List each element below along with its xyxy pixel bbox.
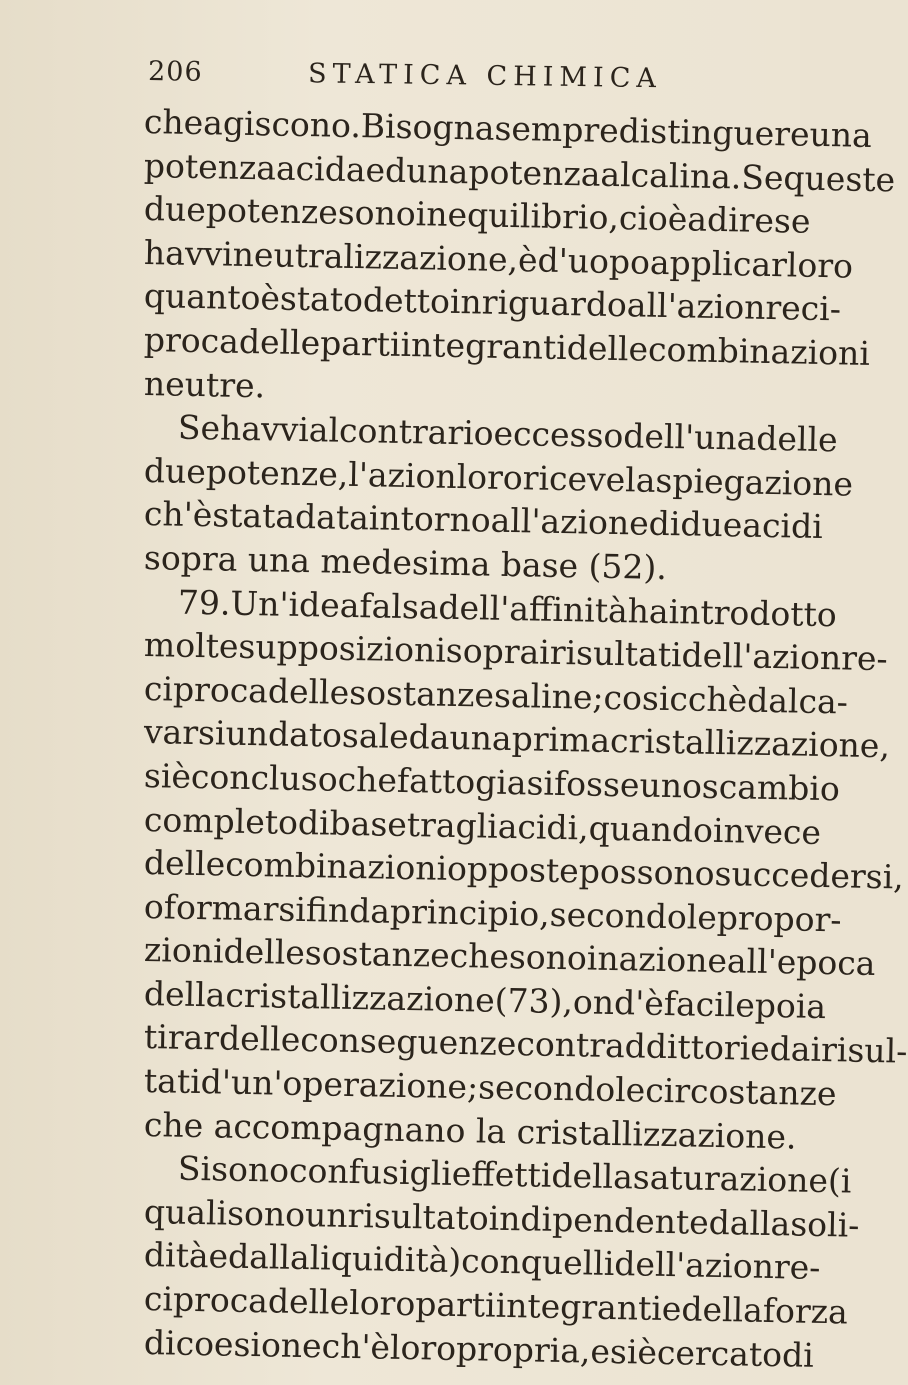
word: l'azion [347, 454, 458, 496]
word: (73), [494, 980, 574, 1022]
word: di [297, 802, 331, 843]
word: un [225, 713, 269, 754]
word: loro [786, 245, 854, 286]
word: detto [362, 280, 451, 322]
word: due [143, 189, 207, 230]
word: loro [456, 456, 524, 498]
word: dalla [708, 1202, 791, 1244]
word: cristallizzazione, [609, 721, 891, 766]
word: Se [177, 407, 221, 448]
word: cristallizzazione [225, 975, 496, 1020]
word: dai [769, 1029, 822, 1070]
word: Se [741, 157, 784, 197]
word: delle [223, 931, 306, 973]
word: sono [337, 192, 417, 234]
word: risultati [549, 632, 682, 675]
word: acidi, [497, 806, 590, 848]
word: le [614, 1070, 646, 1110]
word: combinazioni [647, 329, 871, 373]
word: si [609, 1331, 638, 1372]
word: forza [762, 1290, 849, 1332]
word: ha [627, 590, 670, 631]
word: la [624, 459, 656, 500]
word: molte [143, 625, 239, 666]
word: prima [511, 719, 611, 761]
word: introdotto [668, 591, 838, 634]
page-number: 206 [147, 56, 203, 88]
word: sopra [445, 630, 540, 672]
word: propria, [455, 1328, 591, 1371]
word: della [681, 1289, 764, 1330]
word: risultato [347, 1195, 490, 1238]
word: quando [588, 808, 714, 850]
word: facile [663, 983, 756, 1025]
word: agiscono. [202, 103, 362, 146]
word: potenze, [205, 451, 349, 494]
word: succedersi, [714, 854, 905, 897]
word: Bisogna [360, 106, 495, 148]
word: sono [226, 1193, 306, 1234]
word: quelli [520, 1242, 615, 1284]
word: havvi [219, 408, 310, 450]
word: data [294, 497, 370, 538]
word: dell'affinità [438, 587, 629, 630]
word: delle [566, 328, 649, 369]
word: effetti [451, 1154, 552, 1196]
word: si [526, 763, 555, 803]
text-line: neutre. [143, 363, 266, 405]
word: ond'è [572, 982, 665, 1023]
word: una [809, 114, 873, 155]
word: delle [267, 671, 350, 712]
word: delle [218, 1018, 301, 1060]
word: parti [414, 1284, 497, 1325]
word: potenza [143, 145, 277, 188]
word: all'azion [626, 285, 766, 328]
word: azione [618, 939, 728, 981]
word: indipendente [488, 1198, 710, 1242]
word: in [712, 810, 746, 851]
word: applicar [649, 242, 788, 285]
word: potenze [205, 190, 339, 232]
word: cosicchè [603, 677, 748, 720]
word: soli- [789, 1204, 860, 1245]
word: a [686, 199, 708, 239]
word: stata [211, 495, 296, 537]
word: gia [474, 762, 527, 803]
word: in [449, 282, 483, 322]
word: falsa [359, 585, 439, 627]
word: neutralizzazione, [232, 234, 519, 279]
word: gli [455, 805, 499, 846]
word: base [329, 803, 408, 844]
word: (i [827, 1161, 852, 1201]
word: ciproca [143, 668, 269, 711]
word: dell'una [622, 416, 757, 458]
word: parti [319, 323, 401, 364]
word: tirar [143, 1017, 220, 1058]
word: integranti [495, 1285, 663, 1328]
word: havvi [143, 232, 234, 274]
word: sostanze [348, 672, 495, 715]
word: queste [783, 157, 896, 200]
word: una [405, 150, 469, 191]
word: e [208, 1236, 229, 1277]
word: d'un' [200, 1062, 283, 1103]
word: sale [341, 716, 410, 757]
word: che [449, 936, 510, 977]
word: una [449, 718, 513, 759]
word: fin [305, 889, 350, 930]
word: saturazione [632, 1157, 829, 1201]
word: secondo [549, 894, 688, 937]
word: sostanze [304, 933, 451, 976]
word: due [680, 504, 743, 545]
word: completo [143, 799, 299, 842]
word: dire [706, 200, 775, 241]
word: stato [279, 278, 364, 320]
word: cercato [656, 1332, 783, 1374]
word: dato [267, 714, 343, 756]
word: è [517, 239, 539, 280]
word: reci- [765, 288, 842, 329]
word: le [686, 897, 718, 937]
word: combinazioni [224, 844, 448, 888]
word: distinguere [618, 111, 810, 154]
word: delle [267, 1281, 350, 1322]
word: conseguenze [299, 1020, 517, 1064]
running-title: STATICA CHIMICA [307, 58, 663, 95]
word: circostanze [644, 1070, 837, 1114]
word: è [260, 278, 281, 318]
word: ch'è [143, 494, 213, 535]
word: delle [755, 418, 839, 460]
word: all'azione [490, 501, 650, 544]
word: loro [348, 1282, 416, 1324]
word: vece [744, 811, 822, 852]
word: proca [143, 319, 240, 361]
word: concluso [190, 756, 339, 799]
word: zioni [143, 930, 224, 971]
word: o [143, 886, 165, 927]
word: potenza [468, 151, 601, 194]
word: dal [746, 680, 799, 721]
word: supposizioni [238, 626, 447, 670]
word: delle [238, 321, 321, 363]
word: coesione [175, 1323, 323, 1366]
word: formarsi [163, 887, 307, 929]
word: liquidità) [309, 1238, 462, 1281]
word: confusi [288, 1151, 411, 1193]
word: che [337, 759, 398, 800]
word: spiegazione [655, 460, 854, 504]
word: fatto [396, 760, 476, 802]
word: e [590, 1331, 611, 1371]
word: all'epoca [726, 941, 876, 984]
word: uno [639, 765, 703, 806]
text-line: sopra una medesima base (52). [143, 537, 668, 587]
word: dell'azion [681, 635, 842, 678]
word: dità [143, 1235, 209, 1276]
word: acida [275, 148, 366, 189]
word: due [143, 450, 207, 491]
word: ch'è [321, 1326, 391, 1367]
word: e [661, 1288, 682, 1329]
word: scambio [701, 766, 841, 809]
word: in [415, 194, 448, 235]
word: saline; [493, 675, 605, 717]
word: tati [143, 1061, 202, 1102]
word: sono [508, 937, 588, 978]
word: fosse [553, 763, 640, 805]
word: ciproca [143, 1279, 269, 1321]
word: propor- [716, 897, 842, 940]
word: riguardo [481, 282, 628, 325]
word: è [637, 1332, 658, 1372]
word: risul- [820, 1030, 908, 1072]
word: se [773, 201, 811, 241]
word: varsi [143, 712, 226, 753]
word: al [308, 410, 340, 450]
word: che [143, 102, 204, 143]
word: delle [143, 843, 226, 884]
word: integranti [400, 324, 568, 368]
word: con [460, 1241, 522, 1282]
word: cioè [618, 198, 688, 239]
word: gli [409, 1153, 453, 1194]
word: della [551, 1156, 634, 1197]
word: equilibrio, [447, 195, 620, 238]
word: contrario [338, 410, 494, 453]
word: è [171, 756, 192, 796]
body-text [143, 100, 908, 1375]
word: si [143, 755, 172, 796]
word: Un'idea [230, 583, 360, 625]
word: alcalina. [600, 154, 742, 197]
word: acidi [741, 505, 824, 547]
word: opposte [446, 848, 580, 891]
word: principio, [389, 891, 551, 934]
word: della [143, 973, 226, 1015]
word: quanto [143, 276, 261, 318]
word: d'uopo [537, 240, 651, 282]
word: un [304, 1194, 348, 1235]
word: di [648, 504, 681, 544]
word: secondo [477, 1067, 616, 1110]
word: intorno [368, 498, 492, 540]
word: i [538, 632, 551, 672]
word: a [805, 986, 827, 1026]
word: dell'azion [614, 1244, 775, 1287]
word: 79. [177, 582, 231, 623]
word: ca- [798, 681, 849, 722]
word: possono [578, 851, 716, 894]
word: in [586, 938, 620, 979]
word: re- [773, 1247, 821, 1288]
word: sempre [494, 108, 620, 151]
word: loro [389, 1327, 457, 1368]
word: Si [177, 1148, 212, 1189]
text-line: che accompagnano la cristallizzazione. [143, 1104, 797, 1157]
word: di [781, 1334, 815, 1375]
word: poi [754, 985, 807, 1026]
word: ed [365, 149, 407, 190]
word: da [408, 717, 450, 758]
word: da [348, 890, 391, 931]
word: re- [840, 638, 889, 679]
word: tra [406, 804, 456, 845]
word: operazione; [282, 1063, 479, 1107]
word: sono [210, 1149, 290, 1191]
word: eccesso [493, 413, 624, 456]
word: quali [143, 1191, 228, 1233]
word: di [143, 1322, 177, 1363]
word: dalla [227, 1237, 311, 1278]
word: contraddittorie [516, 1024, 771, 1069]
word: riceve [522, 458, 626, 499]
